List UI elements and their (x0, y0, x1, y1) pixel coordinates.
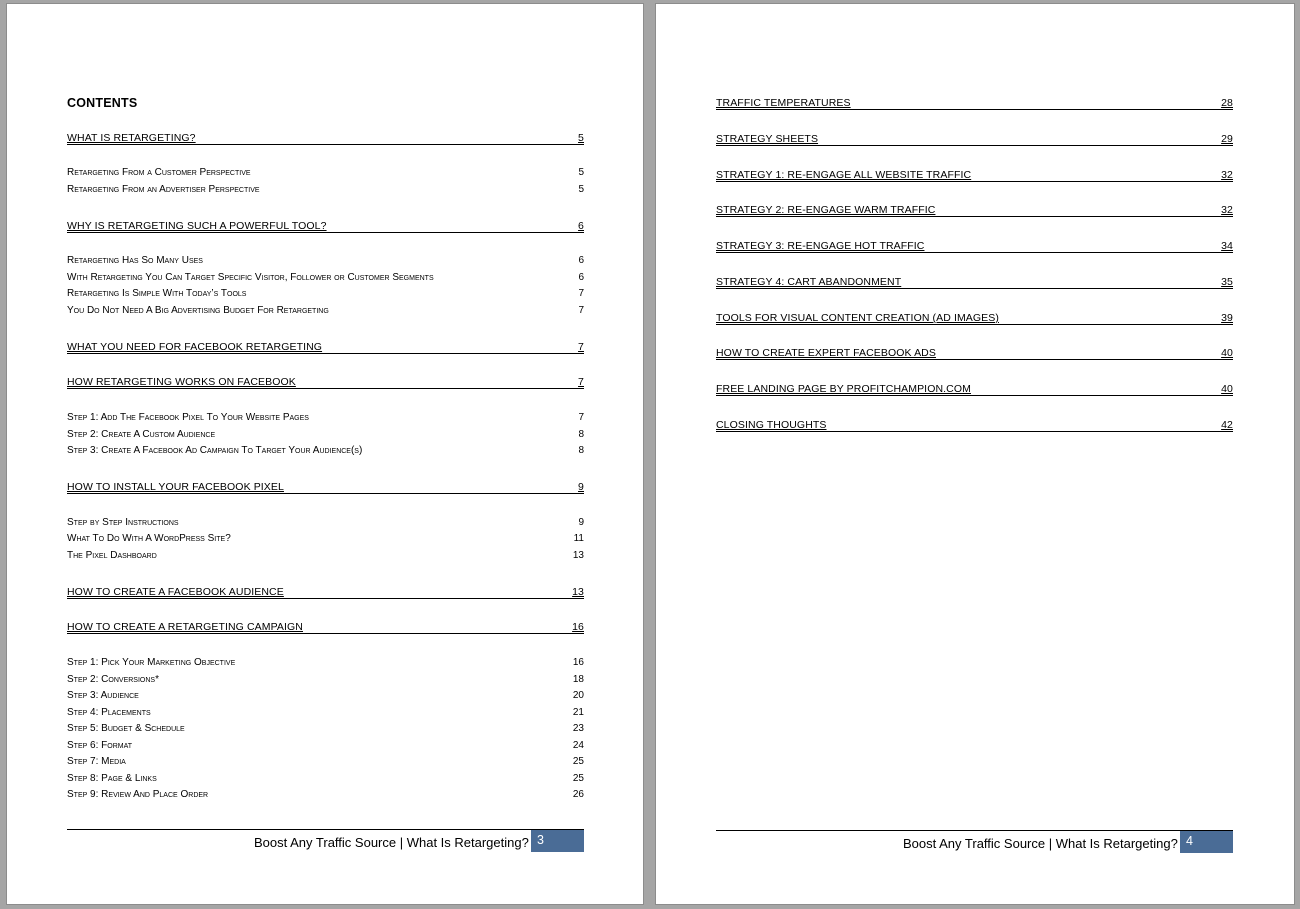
toc-entry-label: You Do Not Need A Big Advertising Budget For Retargeting (67, 305, 329, 316)
toc-entry-label: STRATEGY 3: RE-ENGAGE HOT TRAFFIC (716, 240, 925, 252)
toc-heading-entry[interactable] (67, 480, 584, 494)
toc-entry-label: Step 5: Budget & Schedule (67, 723, 185, 734)
toc-entry-page-number: 9 (578, 517, 584, 528)
toc-entry-page-number: 26 (572, 789, 584, 800)
toc-entry-page-number: 6 (578, 272, 584, 283)
toc-entry-label: Step 4: Placements (67, 707, 151, 718)
toc-entry-label: Step 9: Review And Place Order (67, 789, 209, 800)
toc-subentry[interactable] (67, 287, 584, 299)
toc-heading-entry[interactable] (67, 585, 584, 599)
toc-entry-label: Step by Step Instructions (67, 517, 179, 528)
toc-subentry[interactable] (67, 516, 584, 528)
toc-subentry[interactable] (67, 755, 584, 767)
toc-entry-label: Step 6: Format (67, 740, 133, 751)
toc-entry-label: STRATEGY 1: RE-ENGAGE ALL WEBSITE TRAFFIC (716, 169, 972, 181)
toc-entry-page-number: 32 (1221, 169, 1233, 181)
toc-entry-label: Retargeting From an Advertiser Perspective (67, 184, 260, 195)
toc-entry-label: Retargeting Has So Many Uses (67, 255, 203, 266)
toc-entry-page-number: 23 (572, 723, 584, 734)
toc-subentry[interactable] (67, 673, 584, 685)
toc-entry-page-number: 11 (573, 533, 584, 544)
toc-entry-page-number: 16 (572, 621, 584, 633)
toc-entry-page-number: 25 (572, 773, 584, 784)
toc-entry-label: STRATEGY SHEETS (716, 133, 819, 145)
toc-entry-page-number: 8 (578, 429, 584, 440)
toc-entry-label: FREE LANDING PAGE BY PROFITCHAMPION.COM (716, 383, 971, 395)
toc-heading-entry[interactable] (716, 96, 1233, 110)
toc-entry-label: TOOLS FOR VISUAL CONTENT CREATION (AD IMAGES) (716, 312, 999, 324)
toc-subentry[interactable] (67, 706, 584, 718)
toc-heading-entry[interactable] (67, 620, 584, 634)
toc-heading-entry[interactable] (67, 219, 584, 233)
toc-subentry[interactable] (67, 304, 584, 316)
toc-heading-entry[interactable] (716, 311, 1233, 325)
toc-entry-label: STRATEGY 4: CART ABANDONMENT (716, 276, 902, 288)
toc-entry-label: Step 7: Media (67, 756, 126, 767)
toc-entry-page-number: 5 (578, 184, 584, 195)
toc-entry-page-number: 39 (1221, 312, 1233, 324)
toc-heading-entry[interactable] (67, 340, 584, 354)
toc-heading-entry[interactable] (716, 132, 1233, 146)
toc-entry-page-number: 32 (1221, 204, 1233, 216)
toc-entry-label: Step 2: Create A Custom Audience (67, 429, 216, 440)
toc-subentry[interactable] (67, 549, 584, 561)
toc-heading-entry[interactable] (716, 168, 1233, 182)
toc-subentry[interactable] (67, 656, 584, 668)
footer-rule (67, 829, 584, 830)
toc-heading-entry[interactable] (716, 382, 1233, 396)
toc-subentry[interactable] (67, 411, 584, 423)
toc-entry-page-number: 6 (578, 220, 584, 232)
toc-entry-label: Step 1: Pick Your Marketing Objective (67, 657, 236, 668)
toc-entry-page-number: 16 (572, 657, 584, 668)
footer-title: Boost Any Traffic Source | What Is Retargeting? (254, 835, 529, 850)
toc-subentry[interactable] (67, 772, 584, 784)
toc-heading-entry[interactable] (716, 239, 1233, 253)
toc-entry-page-number: 28 (1221, 97, 1233, 109)
toc-subentry[interactable] (67, 689, 584, 701)
toc-entry-label: HOW TO INSTALL YOUR FACEBOOK PIXEL (67, 481, 284, 493)
toc-entry-label: Step 2: Conversions* (67, 674, 159, 685)
footer-rule (716, 830, 1233, 831)
document-page-right (655, 3, 1295, 905)
toc-subentry[interactable] (67, 271, 584, 283)
toc-entry-page-number: 42 (1221, 419, 1233, 431)
toc-heading-entry[interactable] (67, 375, 584, 389)
toc-entry-page-number: 24 (572, 740, 584, 751)
toc-subentry[interactable] (67, 788, 584, 800)
toc-entry-page-number: 20 (572, 690, 584, 701)
toc-entry-page-number: 40 (1221, 347, 1233, 359)
toc-subentry[interactable] (67, 532, 584, 544)
page-number-badge: 3 (531, 830, 584, 852)
toc-entry-page-number: 18 (572, 674, 584, 685)
toc-heading-entry[interactable] (716, 203, 1233, 217)
toc-entry-label: WHAT IS RETARGETING? (67, 132, 196, 144)
toc-entry-label: Step 1: Add The Facebook Pixel To Your Website Pages (67, 412, 309, 423)
toc-entry-label: STRATEGY 2: RE-ENGAGE WARM TRAFFIC (716, 204, 936, 216)
toc-entry-label: Step 3: Create A Facebook Ad Campaign To Target Your Audience(s) (67, 445, 363, 456)
toc-entry-label: CLOSING THOUGHTS (716, 419, 827, 431)
toc-subentry[interactable] (67, 739, 584, 751)
toc-entry-page-number: 7 (578, 376, 584, 388)
toc-entry-label: HOW TO CREATE EXPERT FACEBOOK ADS (716, 347, 936, 359)
toc-entry-page-number: 13 (572, 586, 584, 598)
toc-entry-label: TRAFFIC TEMPERATURES (716, 97, 851, 109)
toc-entry-page-number: 21 (572, 707, 584, 718)
toc-entry-page-number: 6 (578, 255, 584, 266)
toc-entry-label: Retargeting Is Simple With Today’s Tools (67, 288, 247, 299)
toc-entry-label: HOW TO CREATE A RETARGETING CAMPAIGN (67, 621, 303, 633)
toc-entry-page-number: 13 (572, 550, 584, 561)
toc-entry-page-number: 34 (1221, 240, 1233, 252)
toc-entry-label: With Retargeting You Can Target Specific Visitor, Follower or Customer Segments (67, 272, 434, 283)
toc-entry-page-number: 35 (1221, 276, 1233, 288)
toc-entry-label: Retargeting From a Customer Perspective (67, 167, 251, 178)
toc-heading-entry[interactable] (716, 418, 1233, 432)
toc-entry-page-number: 8 (578, 445, 584, 456)
toc-subentry[interactable] (67, 428, 584, 440)
toc-entry-label: WHY IS RETARGETING SUCH A POWERFUL TOOL? (67, 220, 327, 232)
toc-entry-label: The Pixel Dashboard (67, 550, 157, 561)
toc-entry-page-number: 7 (578, 341, 584, 353)
toc-entry-label: HOW RETARGETING WORKS ON FACEBOOK (67, 376, 296, 388)
toc-subentry[interactable] (67, 444, 584, 456)
toc-entry-page-number: 9 (578, 481, 584, 493)
toc-entry-label: WHAT YOU NEED FOR FACEBOOK RETARGETING (67, 341, 323, 353)
toc-entry-page-number: 29 (1221, 133, 1233, 145)
toc-heading-entry[interactable] (67, 131, 584, 145)
toc-entry-page-number: 25 (572, 756, 584, 767)
toc-entry-label: Step 3: Audience (67, 690, 139, 701)
toc-subentry[interactable] (67, 254, 584, 266)
toc-subentry[interactable] (67, 183, 584, 195)
toc-entry-label: Step 8: Page & Links (67, 773, 157, 784)
toc-entry-page-number: 7 (578, 412, 584, 423)
toc-entry-page-number: 40 (1221, 383, 1233, 395)
toc-subentry[interactable] (67, 722, 584, 734)
toc-entry-page-number: 7 (578, 305, 584, 316)
toc-entry-page-number: 5 (578, 132, 584, 144)
footer-title: Boost Any Traffic Source | What Is Retargeting? (903, 836, 1178, 851)
document-page-left (6, 3, 644, 905)
page-number-badge: 4 (1180, 831, 1233, 853)
toc-heading-entry[interactable] (716, 275, 1233, 289)
toc-entry-label: HOW TO CREATE A FACEBOOK AUDIENCE (67, 586, 284, 598)
toc-heading-entry[interactable] (716, 346, 1233, 360)
toc-entry-page-number: 7 (578, 288, 584, 299)
toc-entry-page-number: 5 (578, 167, 584, 178)
toc-entry-label: What To Do With A WordPress Site? (67, 533, 231, 544)
toc-subentry[interactable] (67, 166, 584, 178)
contents-heading: CONTENTS (67, 96, 138, 110)
